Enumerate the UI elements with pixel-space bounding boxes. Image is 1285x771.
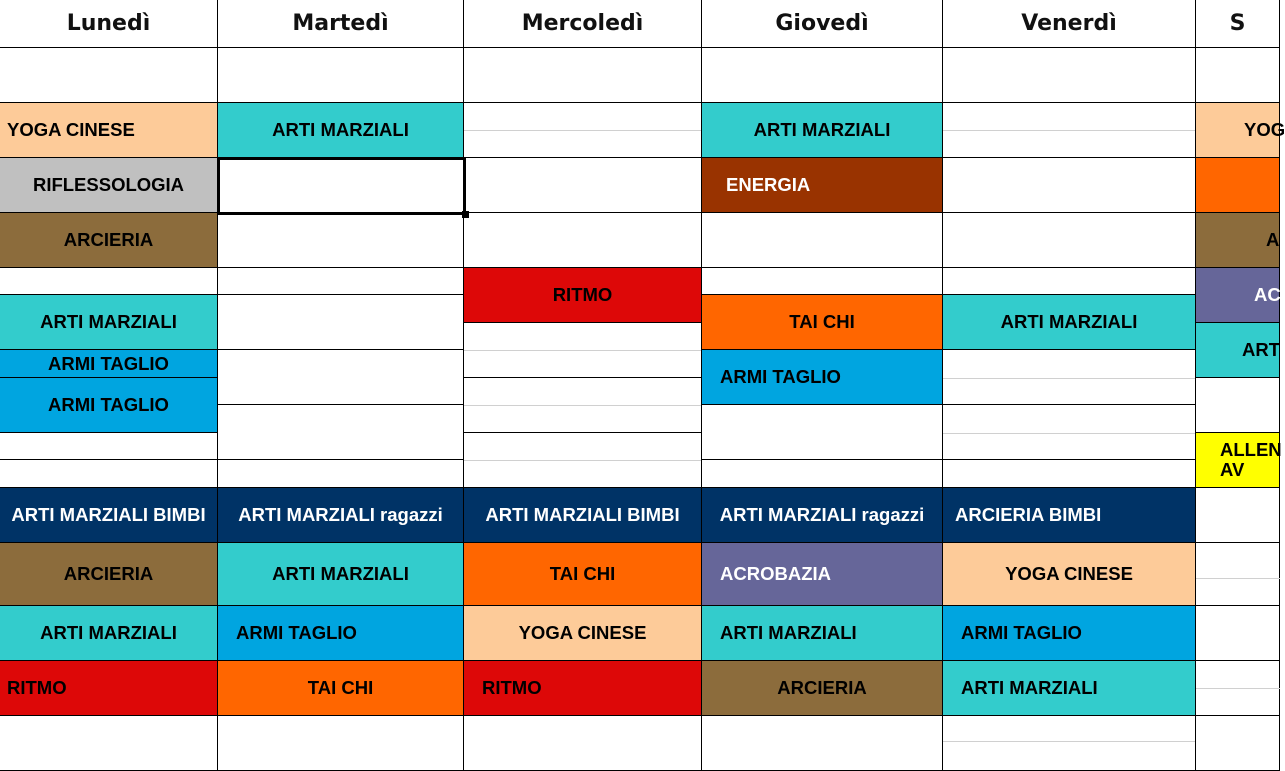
empty-cell-wed[interactable] xyxy=(464,158,702,213)
column-divider xyxy=(217,0,218,771)
class-cell-fri-r9[interactable]: YOGA CINESE xyxy=(943,543,1196,606)
gridline xyxy=(943,433,1196,434)
empty-cell-thu[interactable] xyxy=(702,460,943,488)
class-cell-mon-r8[interactable]: ARTI MARZIALI BIMBI xyxy=(0,488,218,543)
class-cell-thu-r9[interactable]: ACROBAZIA xyxy=(702,543,943,606)
gridline xyxy=(464,350,702,351)
gridline xyxy=(943,378,1196,379)
empty-cell-mon[interactable] xyxy=(0,433,218,460)
empty-cell-fri[interactable] xyxy=(943,48,1196,103)
class-cell-fri-r5[interactable]: ARTI MARZIALI xyxy=(943,295,1196,350)
empty-cell-tue[interactable] xyxy=(218,48,464,103)
empty-cell-mon[interactable] xyxy=(0,716,218,771)
empty-cell-fri[interactable] xyxy=(943,716,1196,771)
column-divider xyxy=(701,0,702,771)
empty-cell-mon[interactable] xyxy=(0,460,218,488)
empty-cell-mon[interactable] xyxy=(0,268,218,295)
class-cell-sat-r7[interactable]: ALLEN AV xyxy=(1196,433,1280,488)
class-cell-fri-r8[interactable]: ARCIERIA BIMBI xyxy=(943,488,1196,543)
class-cell-sat-r1[interactable]: YOG xyxy=(1196,103,1280,158)
day-header-mon: Lunedì xyxy=(0,0,218,48)
empty-cell-tue[interactable] xyxy=(218,213,464,268)
class-cell-thu-r8[interactable]: ARTI MARZIALI ragazzi xyxy=(702,488,943,543)
empty-cell-sat[interactable] xyxy=(1196,716,1280,771)
class-cell-thu-r5[interactable]: TAI CHI xyxy=(702,295,943,350)
empty-cell-tue[interactable] xyxy=(218,460,464,488)
empty-cell-sat[interactable] xyxy=(1196,488,1280,543)
selected-cell-outline[interactable] xyxy=(217,157,466,215)
empty-cell-thu[interactable] xyxy=(702,213,943,268)
empty-cell-sat[interactable] xyxy=(1196,378,1280,433)
class-cell-mon-r7[interactable]: ARMI TAGLIO xyxy=(0,378,218,433)
class-cell-tue-r10[interactable]: ARMI TAGLIO xyxy=(218,606,464,661)
empty-cell-tue[interactable] xyxy=(218,295,464,350)
class-cell-sat-r3[interactable]: A xyxy=(1196,213,1280,268)
day-header-thu: Giovedì xyxy=(702,0,943,48)
class-cell-mon-r6[interactable]: ARMI TAGLIO xyxy=(0,350,218,378)
class-cell-sat-r5[interactable]: ART xyxy=(1196,323,1280,378)
class-cell-mon-r1[interactable]: YOGA CINESE xyxy=(0,103,218,158)
day-header-wed: Mercoledì xyxy=(464,0,702,48)
empty-cell-wed[interactable] xyxy=(464,48,702,103)
empty-cell-fri[interactable] xyxy=(943,158,1196,213)
gridline xyxy=(943,741,1196,742)
gridline xyxy=(1196,688,1280,689)
empty-cell-mon[interactable] xyxy=(0,48,218,103)
class-cell-mon-r10[interactable]: ARTI MARZIALI xyxy=(0,606,218,661)
class-cell-wed-r10[interactable]: YOGA CINESE xyxy=(464,606,702,661)
class-cell-mon-r9[interactable]: ARCIERIA xyxy=(0,543,218,606)
gridline xyxy=(464,460,702,461)
day-header-sat: S xyxy=(1196,0,1280,48)
class-cell-wed-r4[interactable]: RITMO xyxy=(464,268,702,323)
class-cell-tue-r9[interactable]: ARTI MARZIALI xyxy=(218,543,464,606)
class-cell-fri-r11[interactable]: ARTI MARZIALI xyxy=(943,661,1196,716)
column-divider xyxy=(1195,0,1196,771)
empty-cell-wed[interactable] xyxy=(464,213,702,268)
class-cell-wed-r9[interactable]: TAI CHI xyxy=(464,543,702,606)
class-cell-mon-r11[interactable]: RITMO xyxy=(0,661,218,716)
class-cell-thu-r2[interactable]: ENERGIA xyxy=(702,158,943,213)
class-cell-sat-r4[interactable]: AC xyxy=(1196,268,1280,323)
class-cell-tue-r1[interactable]: ARTI MARZIALI xyxy=(218,103,464,158)
gridline xyxy=(943,130,1196,131)
empty-cell-thu[interactable] xyxy=(702,48,943,103)
empty-cell-sat[interactable] xyxy=(1196,48,1280,103)
empty-cell-sat[interactable] xyxy=(1196,543,1280,606)
gridline xyxy=(1196,578,1280,579)
class-cell-thu-r11[interactable]: ARCIERIA xyxy=(702,661,943,716)
day-header-fri: Venerdì xyxy=(943,0,1196,48)
class-cell-thu-r6[interactable]: ARMI TAGLIO xyxy=(702,350,943,405)
empty-cell-thu[interactable] xyxy=(702,268,943,295)
class-cell-mon-r2[interactable]: RIFLESSOLOGIA xyxy=(0,158,218,213)
class-cell-tue-r11[interactable]: TAI CHI xyxy=(218,661,464,716)
empty-cell-tue[interactable] xyxy=(218,716,464,771)
empty-cell-sat[interactable] xyxy=(1196,158,1280,213)
class-cell-mon-r3[interactable]: ARCIERIA xyxy=(0,213,218,268)
day-header-tue: Martedì xyxy=(218,0,464,48)
gridline xyxy=(464,130,702,131)
class-cell-wed-r8[interactable]: ARTI MARZIALI BIMBI xyxy=(464,488,702,543)
class-cell-wed-r11[interactable]: RITMO xyxy=(464,661,702,716)
column-divider xyxy=(463,0,464,771)
gridline xyxy=(464,405,702,406)
class-cell-tue-r8[interactable]: ARTI MARZIALI ragazzi xyxy=(218,488,464,543)
empty-cell-tue[interactable] xyxy=(218,405,464,460)
empty-cell-wed[interactable] xyxy=(464,716,702,771)
empty-cell-thu[interactable] xyxy=(702,716,943,771)
empty-cell-fri[interactable] xyxy=(943,460,1196,488)
class-cell-mon-r5[interactable]: ARTI MARZIALI xyxy=(0,295,218,350)
empty-cell-fri[interactable] xyxy=(943,213,1196,268)
column-divider xyxy=(942,0,943,771)
empty-cell-tue[interactable] xyxy=(218,350,464,405)
empty-cell-sat[interactable] xyxy=(1196,606,1280,661)
empty-cell-thu[interactable] xyxy=(702,405,943,460)
class-cell-fri-r10[interactable]: ARMI TAGLIO xyxy=(943,606,1196,661)
class-cell-thu-r1[interactable]: ARTI MARZIALI xyxy=(702,103,943,158)
class-cell-thu-r10[interactable]: ARTI MARZIALI xyxy=(702,606,943,661)
empty-cell-tue[interactable] xyxy=(218,268,464,295)
empty-cell-fri[interactable] xyxy=(943,268,1196,295)
